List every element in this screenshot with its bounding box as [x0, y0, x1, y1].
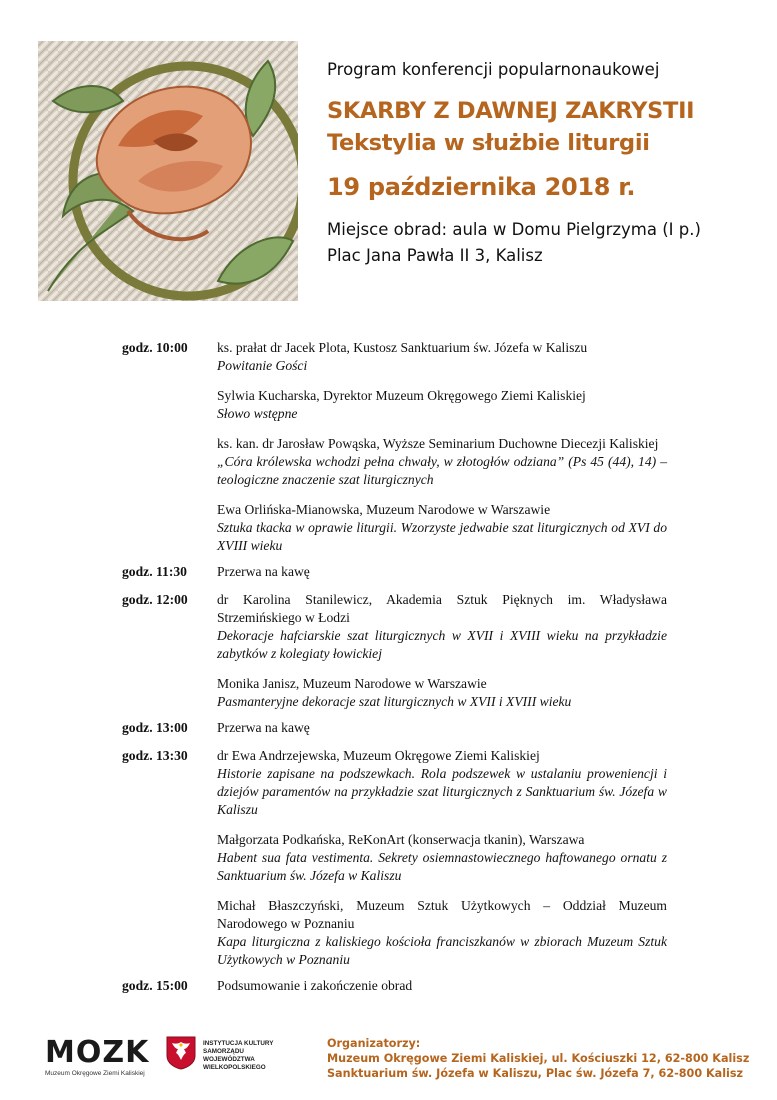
conference-place	[327, 217, 767, 269]
talk	[217, 747, 667, 819]
talk-topic: Powitanie Gości	[217, 358, 308, 373]
talk-topic: „Córa królewska wchodzi pełna chwały, w złotogłów odziana” (Ps 45 (44), 14) – teologiczne znaczenie szat liturgicznych	[217, 454, 667, 487]
program-row	[122, 339, 667, 555]
talk-speaker: ks. prałat dr Jacek Plota, Kustosz Sanktuarium św. Józefa w Kaliszu	[217, 340, 588, 355]
program-row	[122, 591, 667, 711]
program-time: godz. 12:00	[122, 592, 188, 607]
conference-kicker: Program konferencji popularnonaukowej	[327, 60, 660, 79]
talk-topic: Dekoracje hafciarskie szat liturgicznych w XVII i XVIII wieku na przykładzie zabytków z kolegiaty łowickiej	[217, 628, 667, 661]
mozk-logo	[45, 1035, 150, 1077]
talk	[217, 897, 667, 969]
talk-topic: Sztuka tkacka w oprawie liturgii. Wzorzyste jedwabie szat liturgicznych od XVI do XVIII wieku	[217, 520, 667, 553]
talk-speaker: Sylwia Kucharska, Dyrektor Muzeum Okręgowego Ziemi Kaliskiej	[217, 388, 586, 403]
talk	[217, 977, 667, 995]
program-time: godz. 11:30	[122, 564, 187, 579]
program-time: godz. 15:00	[122, 978, 188, 993]
embroidery-image	[38, 41, 298, 301]
talk	[217, 563, 667, 581]
organizers-label: Organizatorzy:	[327, 1037, 421, 1050]
conference-title: SKARBY Z DAWNEJ ZAKRYSTII	[327, 98, 695, 124]
talk-topic: Habent sua fata vestimenta. Sekrety osiemnastowiecznego haftowanego ornatu z Sanktuarium św. Józefa w Kaliszu	[217, 850, 667, 883]
talk	[217, 591, 667, 663]
talk	[217, 831, 667, 885]
talk-speaker: Michał Błaszczyński, Muzeum Sztuk Użytkowych – Oddział Muzeum Narodowego w Poznaniu	[217, 898, 667, 931]
talk-topic: Historie zapisane na podszewkach. Rola podszewek w ustalaniu proweniencji i dziejów paramentów na przykładzie szat liturgicznych z Sanktuarium św. Józefa w Kaliszu	[217, 766, 667, 817]
organizer-1: Muzeum Okręgowe Ziemi Kaliskiej, ul. Kościuszki 12, 62-800 Kalisz	[327, 1052, 750, 1065]
talk	[217, 339, 667, 375]
talk-speaker: Monika Janisz, Muzeum Narodowe w Warszawie	[217, 676, 487, 691]
talk-speaker: dr Ewa Andrzejewska, Muzeum Okręgowe Ziemi Kaliskiej	[217, 748, 540, 763]
organizer-2: Sanktuarium św. Józefa w Kaliszu, Plac św. Józefa 7, 62-800 Kalisz	[327, 1067, 744, 1080]
talk-speaker: Przerwa na kawę	[217, 564, 310, 579]
program-row	[122, 719, 667, 737]
talk-speaker: Przerwa na kawę	[217, 720, 310, 735]
talk-speaker: Ewa Orlińska-Mianowska, Muzeum Narodowe w Warszawie	[217, 502, 551, 517]
program-schedule	[122, 339, 667, 1003]
header	[327, 60, 767, 269]
talk	[217, 501, 667, 555]
talk-topic: Słowo wstępne	[217, 406, 298, 421]
program-row	[122, 563, 667, 581]
program-talks	[217, 747, 667, 969]
mozk-logo-text: MOZK	[45, 1035, 150, 1070]
talk-speaker: Małgorzata Podkańska, ReKonArt (konserwacja tkanin), Warszawa	[217, 832, 585, 847]
place-line-1: Miejsce obrad: aula w Domu Pielgrzyma (I p.)	[327, 220, 701, 239]
conference-date: 19 października 2018 r.	[327, 173, 636, 201]
talk-topic: Kapa liturgiczna z kaliskiego kościoła franciszkanów w zbiorach Muzeum Sztuk Użytkowych w Poznaniu	[217, 934, 667, 967]
program-row	[122, 747, 667, 969]
conference-subtitle: Tekstylia w służbie liturgii	[327, 130, 650, 156]
program-talks	[217, 719, 667, 737]
talk-speaker: dr Karolina Stanilewicz, Akademia Sztuk Pięknych im. Władysława Strzemińskiego w Łodzi	[217, 592, 667, 625]
talk	[217, 387, 667, 423]
place-line-2: Plac Jana Pawła II 3, Kalisz	[327, 246, 543, 265]
talk	[217, 675, 667, 711]
talk-topic: Pasmanteryjne dekoracje szat liturgicznych w XVII i XVIII wieku	[217, 694, 572, 709]
program-talks	[217, 563, 667, 581]
program-time: godz. 13:30	[122, 748, 188, 763]
talk	[217, 435, 667, 489]
mozk-logo-subtitle: Muzeum Okręgowe Ziemi Kaliskiej	[45, 1070, 145, 1077]
footer	[0, 1030, 777, 1090]
talk	[217, 719, 667, 737]
program-talks	[217, 339, 667, 555]
talk-speaker: Podsumowanie i zakończenie obrad	[217, 978, 413, 993]
program-row	[122, 977, 667, 995]
program-time: godz. 10:00	[122, 340, 188, 355]
talk-speaker: ks. kan. dr Jarosław Powąska, Wyższe Seminarium Duchowne Diecezji Kaliskiej	[217, 436, 659, 451]
institution-label: INSTYTUCJA KULTURY SAMORZĄDU WOJEWÓDZTWA WIELKOPOLSKIEGO	[203, 1040, 274, 1071]
wielkopolska-eagle-crest-icon	[166, 1036, 196, 1070]
program-talks	[217, 977, 667, 995]
program-time: godz. 13:00	[122, 720, 188, 735]
organizers	[327, 1036, 749, 1081]
program-talks	[217, 591, 667, 711]
